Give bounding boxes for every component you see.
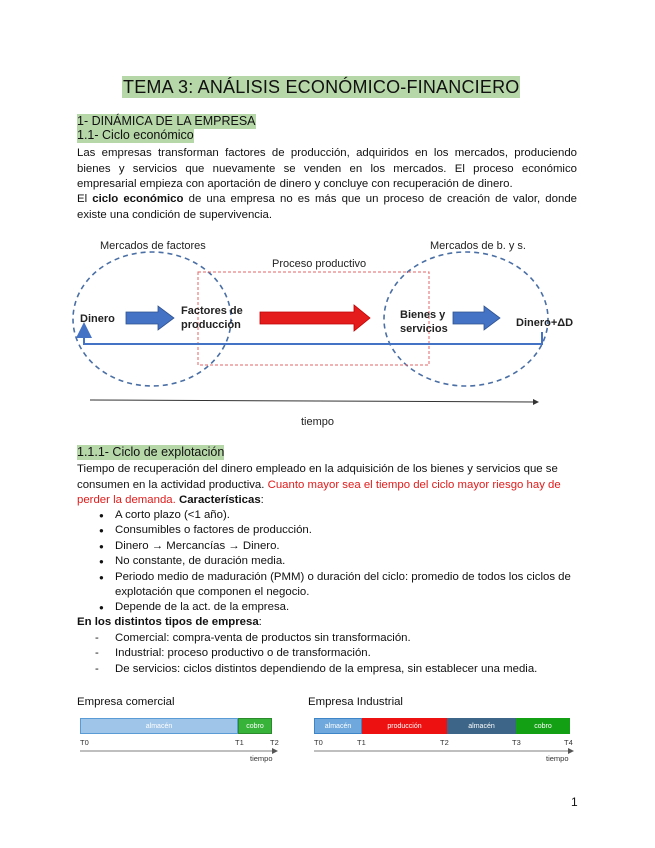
red-arrow <box>260 305 370 331</box>
paragraph-intro: Las empresas transforman factores de producción, adquiridos en los mercados, produciendo bienes y servicios que nuevamente se venden en los mercados. El proceso económico empresarial empieza con aportación de dinero y concluye con recuperación de dinero. <box>77 147 577 191</box>
list-item: ● Dinero → Mercancías → Dinero. <box>77 539 577 554</box>
tick-label: T3 <box>512 738 521 747</box>
bold-term: ciclo económico <box>92 193 184 205</box>
bold-term: En los distintos tipos de empresa <box>77 616 259 628</box>
page-title: TEMA 3: ANÁLISIS ECONÓMICO-FINANCIERO <box>123 77 520 97</box>
segment-collection: cobro <box>516 718 570 734</box>
paragraph-economic-cycle <box>77 192 577 223</box>
market-factors-label: Mercados de factores <box>100 240 206 252</box>
tick-label: T4 <box>564 738 573 747</box>
segment-production: producción <box>362 718 447 734</box>
segment-storage: almacén <box>314 718 362 734</box>
time-label: tiempo <box>301 416 335 428</box>
text: Tiempo de recuperación del dinero empleado en la adquisición de los bienes y servicios que se consumen en la actividad productiva. <box>77 463 558 491</box>
industrial-axis <box>314 747 579 755</box>
commercial-title: Empresa comercial <box>77 696 175 708</box>
page-number: 1 <box>571 795 578 809</box>
section-heading: 1- DINÁMICA DE LA EMPRESA <box>77 114 256 128</box>
tick-label: T0 <box>80 738 89 747</box>
tick-label: T1 <box>357 738 366 747</box>
goods-label-2: servicios <box>400 323 448 335</box>
company-types-list <box>77 631 597 677</box>
axis-label: tiempo <box>250 754 273 763</box>
segment-collection: cobro <box>238 718 272 734</box>
industrial-timeline <box>314 718 579 770</box>
tick-label: T2 <box>270 738 279 747</box>
types-heading <box>77 615 262 630</box>
productive-process-label: Proceso productivo <box>272 258 367 270</box>
list-item: ● A corto plazo (<1 año). <box>77 508 577 523</box>
factors-label-1: Factores de <box>181 305 243 317</box>
tick-label: T2 <box>440 738 449 747</box>
bold-term: Características <box>175 494 261 507</box>
text: de una empresa no es más que un proceso de creación de valor, donde existe una condición de supervivencia. <box>77 193 577 221</box>
list-item: - De servicios: ciclos distintos dependiendo de la empresa, sin establecer una media. <box>77 662 597 677</box>
list-item: ● Periodo medio de maduración (PMM) o duración del ciclo: promedio de todos los ciclos de explotación que componen el negocio. <box>77 570 577 601</box>
segment-storage-2: almacén <box>447 718 516 734</box>
tick-label: T0 <box>314 738 323 747</box>
tick-label: T1 <box>235 738 244 747</box>
subsubsection-heading: 1.1.1- Ciclo de explotación <box>77 445 225 459</box>
list-item: - Industrial: proceso productivo o de transformación. <box>77 646 597 661</box>
text: : <box>260 494 264 507</box>
list-item: ● No constante, de duración media. <box>77 554 577 569</box>
subsection-heading: 1.1- Ciclo económico <box>77 128 194 142</box>
economic-cycle-diagram <box>70 232 585 432</box>
market-goods-label: Mercados de b. y s. <box>430 240 526 252</box>
characteristics-list <box>77 508 577 616</box>
paragraph-exploitation-cycle <box>77 462 577 509</box>
goods-label-1: Bienes y <box>400 309 446 321</box>
money-label: Dinero <box>80 313 115 325</box>
blue-arrow-2 <box>453 306 500 330</box>
blue-arrow-1 <box>126 306 174 330</box>
money-plus-label: Dinero+ΔD <box>516 317 574 329</box>
return-arrow <box>84 326 542 344</box>
list-item: - Comercial: compra-venta de productos sin transformación. <box>77 631 597 646</box>
commercial-timeline <box>80 718 280 770</box>
list-item: ● Depende de la act. de la empresa. <box>77 600 577 615</box>
text: El <box>77 193 93 205</box>
industrial-title: Empresa Industrial <box>308 696 403 708</box>
text: : <box>258 616 262 628</box>
segment-storage: almacén <box>80 718 238 734</box>
time-axis <box>90 400 538 402</box>
factors-label-2: producción <box>181 319 241 331</box>
list-item: ● Consumibles o factores de producción. <box>77 523 577 538</box>
axis-label: tiempo <box>546 754 569 763</box>
red-highlight-text: Cuanto mayor sea el tiempo del ciclo mayor riesgo hay de perder la demanda. <box>77 478 561 507</box>
